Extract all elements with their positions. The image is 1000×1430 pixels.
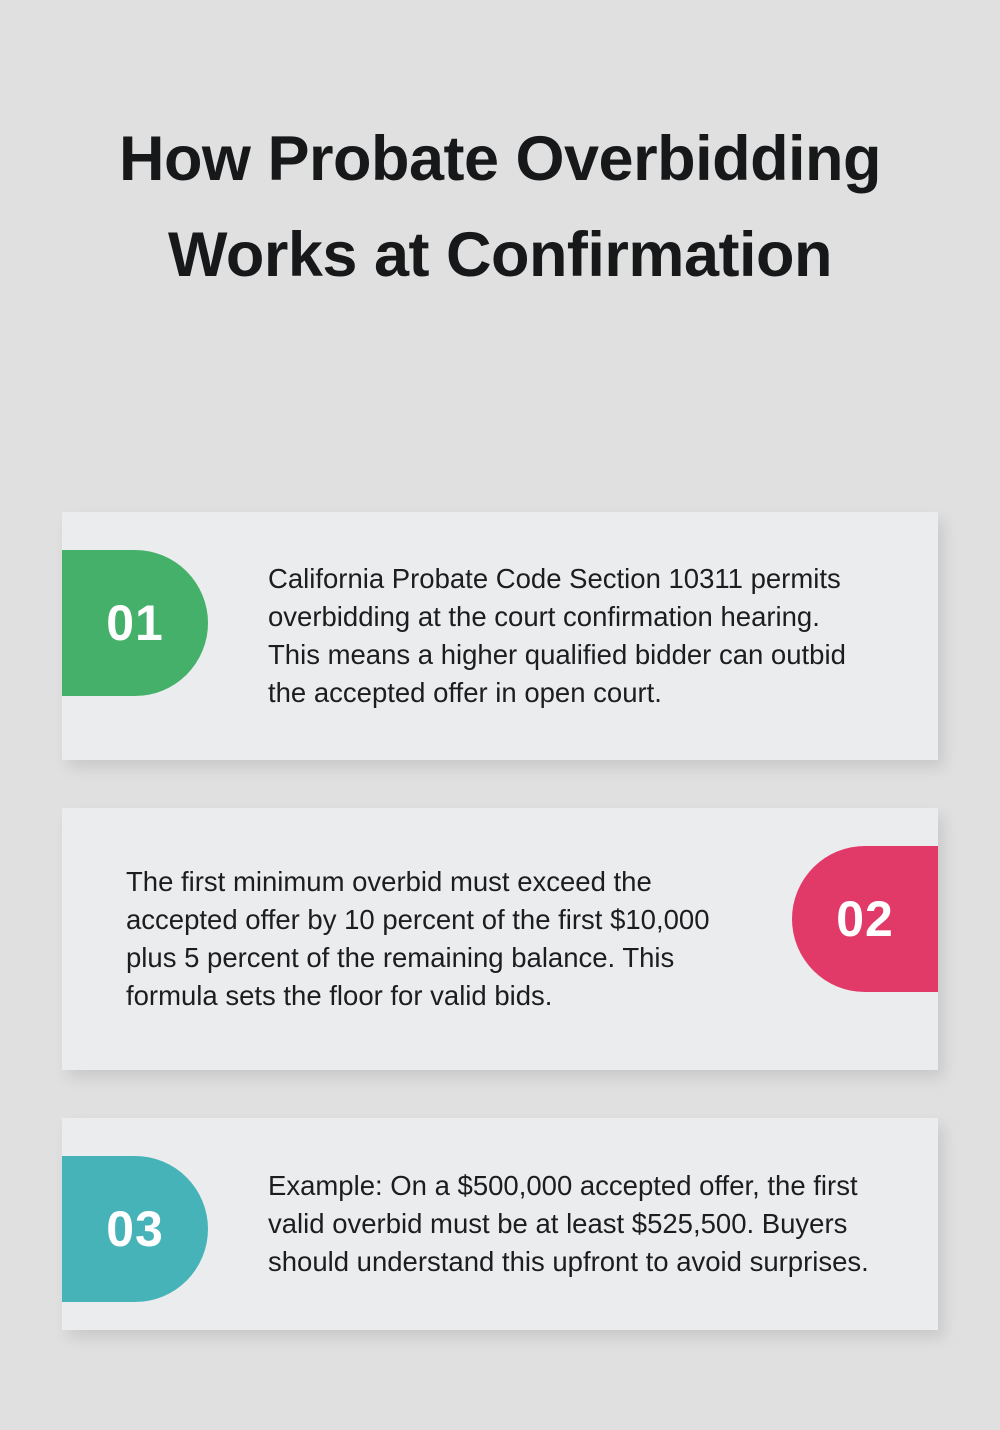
step-description: California Probate Code Section 10311 permits overbidding at the court confirmation hearing. This means a higher qualified bidder can outbid the accepted offer in open court. xyxy=(268,563,846,708)
step-number-badge xyxy=(62,550,208,696)
step-description: The first minimum overbid must exceed the accepted offer by 10 percent of the first $10,000 plus 5 percent of the remaining balance. This formula sets the floor for valid bids. xyxy=(126,866,710,1011)
list-item xyxy=(62,512,938,760)
step-number-badge xyxy=(792,846,938,992)
step-number-label: 01 xyxy=(106,595,164,651)
step-number-label: 03 xyxy=(106,1201,164,1257)
steps-list xyxy=(0,512,1000,1330)
list-item xyxy=(62,1118,938,1330)
list-item xyxy=(62,808,938,1070)
page-title: How Probate Overbidding Works at Confirmation xyxy=(118,124,882,290)
step-number-badge xyxy=(62,1156,208,1302)
step-number-label: 02 xyxy=(836,891,894,947)
step-description: Example: On a $500,000 accepted offer, the first valid overbid must be at least $525,500. Buyers should understand this upfront to avoid surprises. xyxy=(268,1170,869,1277)
